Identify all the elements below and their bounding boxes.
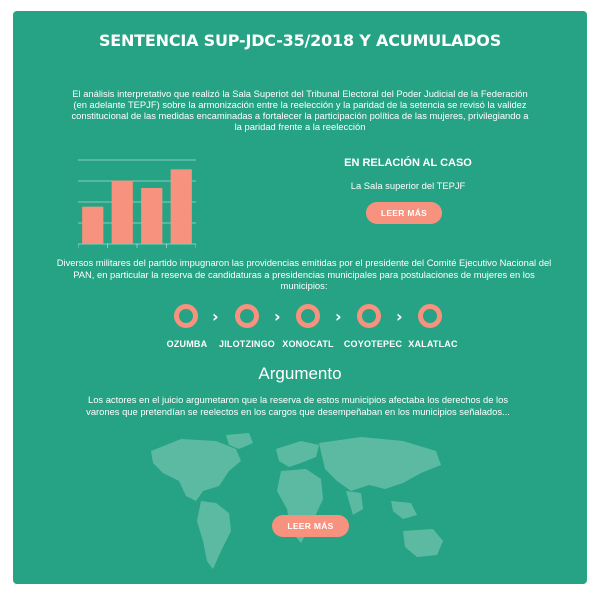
world-map-icon [141,431,461,581]
municipio-label: JILOTZINGO [219,339,275,349]
chevron-right-icon: › [396,307,403,326]
page-title: SENTENCIA SUP-JDC-35/2018 Y ACUMULADOS [98,31,502,50]
chevron-right-icon: › [335,307,342,326]
ring-icon [357,304,381,328]
municipio-label: XALATLAC [408,339,458,349]
chevron-right-icon: › [212,307,219,326]
militares-paragraph: Diversos militares del partido impugnaron las providencias emitidas por el presidente del Comité Ejecutivo Nacional del PAN, en particular la reserva de candidaturas a presidencias municipales para postulaciones de mujeres en los municipios: [56,257,552,291]
chart-bar [171,169,192,244]
caso-subtitle: La Sala superior del TEPJF [350,180,466,191]
ring-icon [296,304,320,328]
leer-mas-button[interactable]: LEER MÁS [272,515,349,537]
leer-mas-button[interactable]: LEER MÁS [366,202,442,224]
caso-title: EN RELACIÓN AL CASO [344,157,472,169]
ring-icon [174,304,198,328]
chart-bar [82,207,103,244]
municipio-label: COYOTEPEC [343,339,403,349]
municipios-timeline [13,303,587,363]
municipio-label: OZUMBA [166,339,208,349]
municipio-label: XONOCATL [282,339,334,349]
argumento-paragraph: Los actores en el juicio argumetaron que la reserva de estos municipios afectaba los derechos de los varones que pretendían se reelectos en los cargos que desempeñaban en los municipios señalados... [86,394,510,417]
chevron-right-icon: › [274,307,281,326]
intro-paragraph: El análisis interpretativo que realizó la Sala Superiot del Tribunal Electoral del Poder Judicial de la Federación (en adelante TEPJF) sobre la armonización entre la reelección y la paridad de la setencia se revisó la validez constitucional de las medidas encaminadas a fortalecer la participación política de las mujeres, privilegiando a la paridad frente a la reelección [71,88,529,132]
ring-icon [418,304,442,328]
argumento-title: Argumento [258,364,342,383]
ring-icon [235,304,259,328]
chart-bar [141,188,162,244]
chart-bar [112,181,133,244]
infographic-card [13,11,587,584]
bar-chart [78,158,196,248]
